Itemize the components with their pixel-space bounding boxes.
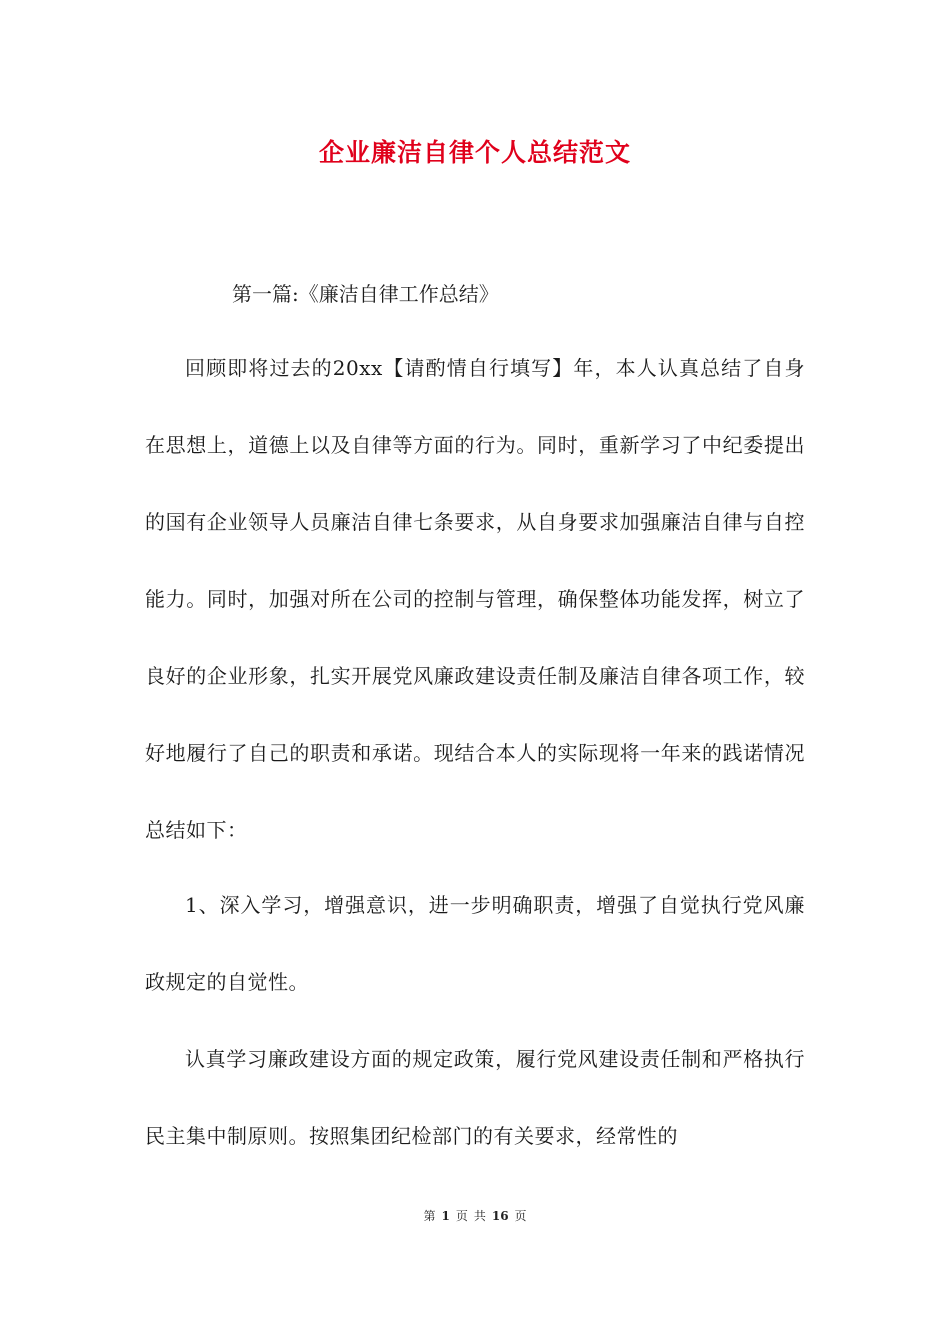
body-paragraph-3: 认真学习廉政建设方面的规定政策，履行党风建设责任制和严格执行民主集中制原则。按照集团纪检部门的有关要求，经常性的 [145,1047,805,1148]
footer-total-unit: 页 [514,1209,527,1223]
footer-page-unit: 页 [455,1209,468,1223]
footer-current-page: 1 [441,1209,450,1223]
footer-total-pages: 16 [491,1209,509,1223]
body-paragraph-1: 回顾即将过去的20xx【请酌情自行填写】年，本人认真总结了自身在思想上，道德上以及自律等方面的行为。同时，重新学习了中纪委提出的国有企业领导人员廉洁自律七条要求，从自身要求加强廉洁自律与自控能力。同时，加强对所在公司的控制与管理，确保整体功能发挥，树立了良好的企业形象，扎实开展党风廉政建设责任制及廉洁自律各项工作，较好地履行了自己的职责和承诺。现结合本人的实际现将一年来的践诺情况总结如下： [145,356,805,842]
footer-total-prefix: 共 [473,1209,486,1223]
section-heading: 第一篇:《廉洁自律工作总结》 [232,282,499,306]
page-footer [0,1206,950,1226]
footer-prefix: 第 [423,1209,436,1223]
body-paragraph-2: 1、深入学习，增强意识，进一步明确职责，增强了自觉执行党风廉政规定的自觉性。 [145,893,805,994]
document-title: 企业廉洁自律个人总结范文 [318,138,631,167]
